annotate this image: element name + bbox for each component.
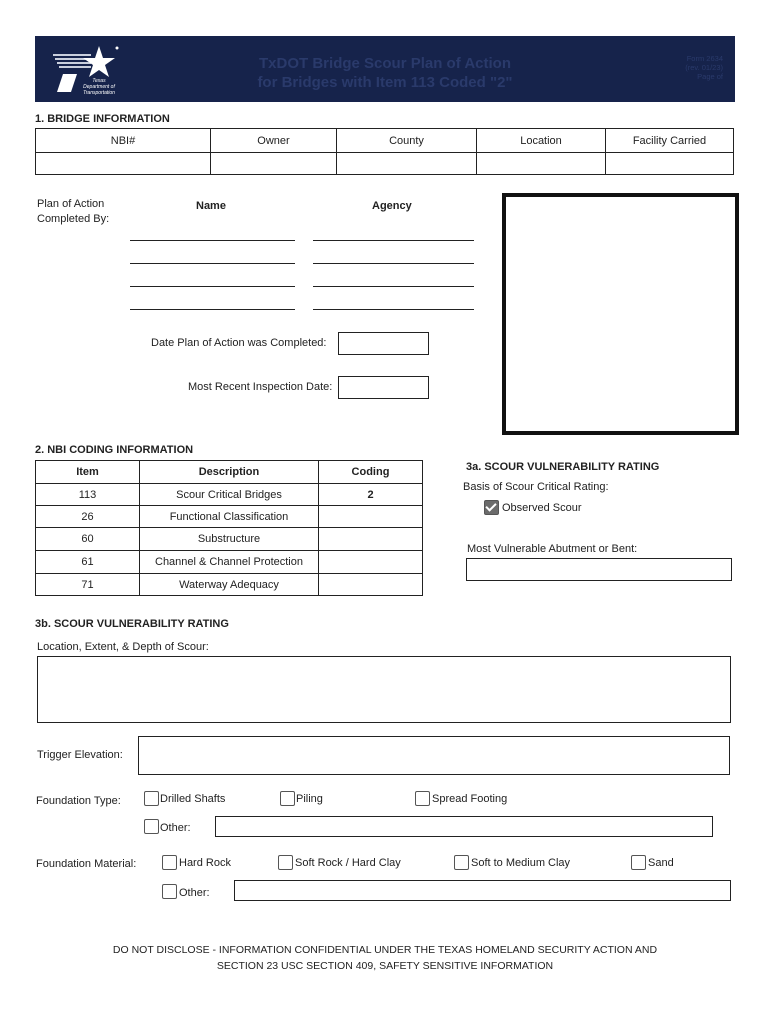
coding-input[interactable] bbox=[319, 528, 423, 551]
material-other-input[interactable] bbox=[234, 880, 731, 901]
form-number: Form 2634 (rev. 01/23) Page of bbox=[685, 54, 723, 81]
section2-title: 2. NBI CODING INFORMATION bbox=[35, 444, 194, 456]
hard-rock-label: Hard Rock bbox=[179, 857, 231, 869]
col-owner: Owner bbox=[211, 129, 337, 153]
item-header: Item bbox=[36, 461, 140, 484]
section3a-title: 3a. SCOUR VULNERABILITY RATING bbox=[466, 461, 660, 473]
observed-scour-checkbox[interactable] bbox=[484, 500, 499, 515]
soft-medium-clay-checkbox[interactable] bbox=[454, 855, 469, 870]
coding-header: Coding bbox=[319, 461, 423, 484]
drilled-shafts-label: Drilled Shafts bbox=[160, 793, 226, 805]
trigger-elevation-input[interactable] bbox=[138, 736, 730, 775]
nbi-coding-table bbox=[35, 460, 423, 596]
bridge-info-table bbox=[35, 128, 734, 175]
location-input[interactable] bbox=[477, 153, 606, 175]
agency-line-2[interactable] bbox=[313, 263, 474, 264]
name-line-4[interactable] bbox=[130, 309, 295, 310]
agency-line-3[interactable] bbox=[313, 286, 474, 287]
name-line-3[interactable] bbox=[130, 286, 295, 287]
location-scour-label: Location, Extent, & Depth of Scour: bbox=[37, 641, 209, 653]
section3b-title: 3b. SCOUR VULNERABILITY RATING bbox=[35, 618, 229, 630]
basis-label: Basis of Scour Critical Rating: bbox=[463, 481, 609, 493]
col-county: County bbox=[337, 129, 477, 153]
image-placeholder-box[interactable] bbox=[502, 193, 739, 435]
agency-line-4[interactable] bbox=[313, 309, 474, 310]
coding-input[interactable] bbox=[319, 574, 423, 596]
table-row: 60 Substructure bbox=[36, 528, 423, 551]
trigger-elevation-label: Trigger Elevation: bbox=[37, 749, 123, 761]
date-completed-input[interactable] bbox=[338, 332, 429, 355]
foundation-other-label: Other: bbox=[160, 822, 191, 834]
soft-rock-checkbox[interactable] bbox=[278, 855, 293, 870]
confidentiality-notice: DO NOT DISCLOSE - INFORMATION CONFIDENTIAL UNDER THE TEXAS HOMELAND SECURITY ACTION AND SECTION 23 USC SECTION 409, SAFETY SENSITIVE INFORMATION bbox=[112, 944, 658, 972]
date-completed-label: Date Plan of Action was Completed: bbox=[151, 337, 327, 349]
name-header: Name bbox=[196, 200, 226, 212]
hard-rock-checkbox[interactable] bbox=[162, 855, 177, 870]
piling-checkbox[interactable] bbox=[280, 791, 295, 806]
table-row: 113 Scour Critical Bridges 2 bbox=[36, 484, 423, 506]
foundation-type-label: Foundation Type: bbox=[36, 795, 121, 807]
spread-footing-label: Spread Footing bbox=[432, 793, 508, 805]
description-header: Description bbox=[140, 461, 319, 484]
soft-rock-label: Soft Rock / Hard Clay bbox=[295, 857, 401, 869]
piling-label: Piling bbox=[296, 793, 323, 805]
form-title: TxDOT Bridge Scour Plan of Action for Bridges with Item 113 Coded "2" bbox=[257, 55, 513, 91]
agency-header: Agency bbox=[372, 200, 412, 212]
abutment-label: Most Vulnerable Abutment or Bent: bbox=[467, 543, 638, 555]
col-location: Location bbox=[477, 129, 606, 153]
inspection-date-label: Most Recent Inspection Date: bbox=[188, 381, 333, 393]
table-row: 71 Waterway Adequacy bbox=[36, 574, 423, 596]
agency-line-1[interactable] bbox=[313, 240, 474, 241]
nbi-input[interactable] bbox=[36, 153, 211, 175]
observed-scour-label: Observed Scour bbox=[502, 502, 582, 514]
county-input[interactable] bbox=[337, 153, 477, 175]
col-nbi: NBI# bbox=[36, 129, 211, 153]
table-row: 26 Functional Classification bbox=[36, 506, 423, 528]
material-other-checkbox[interactable] bbox=[162, 884, 177, 899]
foundation-other-checkbox[interactable] bbox=[144, 819, 159, 834]
completed-by-label: Plan of Action Completed By: bbox=[37, 198, 110, 225]
name-line-2[interactable] bbox=[130, 263, 295, 264]
form-header bbox=[35, 36, 735, 102]
coding-input[interactable] bbox=[319, 551, 423, 574]
col-facility: Facility Carried bbox=[606, 129, 734, 153]
name-line-1[interactable] bbox=[130, 240, 295, 241]
sand-label: Sand bbox=[648, 857, 674, 869]
foundation-material-label: Foundation Material: bbox=[36, 858, 137, 870]
sand-checkbox[interactable] bbox=[631, 855, 646, 870]
material-other-label: Other: bbox=[179, 887, 210, 899]
abutment-input[interactable] bbox=[466, 558, 732, 581]
section1-title: 1. BRIDGE INFORMATION bbox=[35, 113, 170, 125]
inspection-date-input[interactable] bbox=[338, 376, 429, 399]
location-scour-input[interactable] bbox=[37, 656, 731, 723]
table-row: 61 Channel & Channel Protection bbox=[36, 551, 423, 574]
owner-input[interactable] bbox=[211, 153, 337, 175]
facility-input[interactable] bbox=[606, 153, 734, 175]
coding-input[interactable]: 2 bbox=[319, 484, 423, 506]
soft-medium-clay-label: Soft to Medium Clay bbox=[471, 857, 571, 869]
foundation-other-input[interactable] bbox=[215, 816, 713, 837]
drilled-shafts-checkbox[interactable] bbox=[144, 791, 159, 806]
spread-footing-checkbox[interactable] bbox=[415, 791, 430, 806]
coding-input[interactable] bbox=[319, 506, 423, 528]
logo-text: Texas Department of Transportation bbox=[83, 78, 115, 96]
